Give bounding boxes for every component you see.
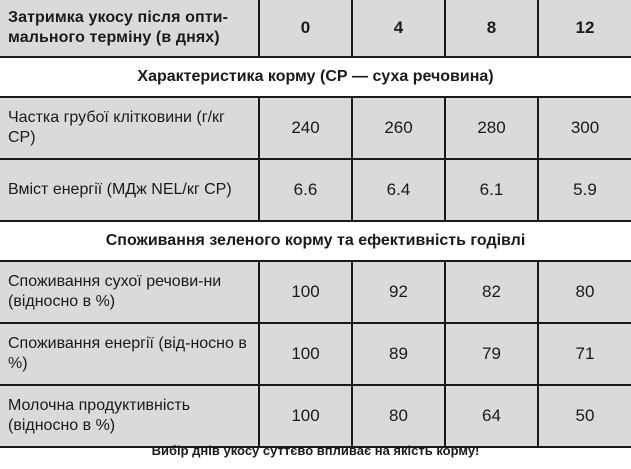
- cell-value: 92: [352, 261, 445, 323]
- day-header-4: 4: [352, 0, 445, 57]
- cell-value: 64: [445, 385, 538, 447]
- cell-value: 240: [259, 97, 352, 159]
- table-row: [0, 261, 631, 323]
- table-row: [0, 385, 631, 447]
- row-label-energy-content: Вміст енергії (МДж NEL/кг СР): [0, 159, 259, 221]
- cell-value: 80: [538, 261, 631, 323]
- cell-value: 300: [538, 97, 631, 159]
- section-title-feed-characteristics: Характеристика корму (СР — суха речовина): [0, 57, 631, 97]
- day-header-12: 12: [538, 0, 631, 57]
- cell-value: 5.9: [538, 159, 631, 221]
- section-header-row: [0, 57, 631, 97]
- cell-value: 100: [259, 323, 352, 385]
- table-row: [0, 159, 631, 221]
- day-header-0: 0: [259, 0, 352, 57]
- cell-value: 71: [538, 323, 631, 385]
- cell-value: 6.4: [352, 159, 445, 221]
- row-label-milk-yield: Молочна продуктивність (відносно в %): [0, 385, 259, 447]
- cell-value: 100: [259, 385, 352, 447]
- footnote: Вибір днів укосу суттєво впливає на якість корму!: [151, 443, 480, 458]
- delay-column-header: Затримка укосу після опти-мального терміну (в днях): [0, 0, 259, 57]
- table-header-row: [0, 0, 631, 57]
- cell-value: 260: [352, 97, 445, 159]
- cell-value: 50: [538, 385, 631, 447]
- cell-value: 89: [352, 323, 445, 385]
- cell-value: 82: [445, 261, 538, 323]
- section-header-row: [0, 221, 631, 261]
- row-label-energy-intake: Споживання енергії (від-носно в %): [0, 323, 259, 385]
- row-label-crude-fiber: Частка грубої клітковини (г/кг СР): [0, 97, 259, 159]
- cell-value: 280: [445, 97, 538, 159]
- cell-value: 80: [352, 385, 445, 447]
- cell-value: 6.1: [445, 159, 538, 221]
- table-row: [0, 323, 631, 385]
- section-title-feed-intake: Споживання зеленого корму та ефективність годівлі: [0, 221, 631, 261]
- cell-value: 79: [445, 323, 538, 385]
- table-row: [0, 97, 631, 159]
- cell-value: 6.6: [259, 159, 352, 221]
- day-header-8: 8: [445, 0, 538, 57]
- row-label-dry-matter-intake: Споживання сухої речови-ни (відносно в %): [0, 261, 259, 323]
- cell-value: 100: [259, 261, 352, 323]
